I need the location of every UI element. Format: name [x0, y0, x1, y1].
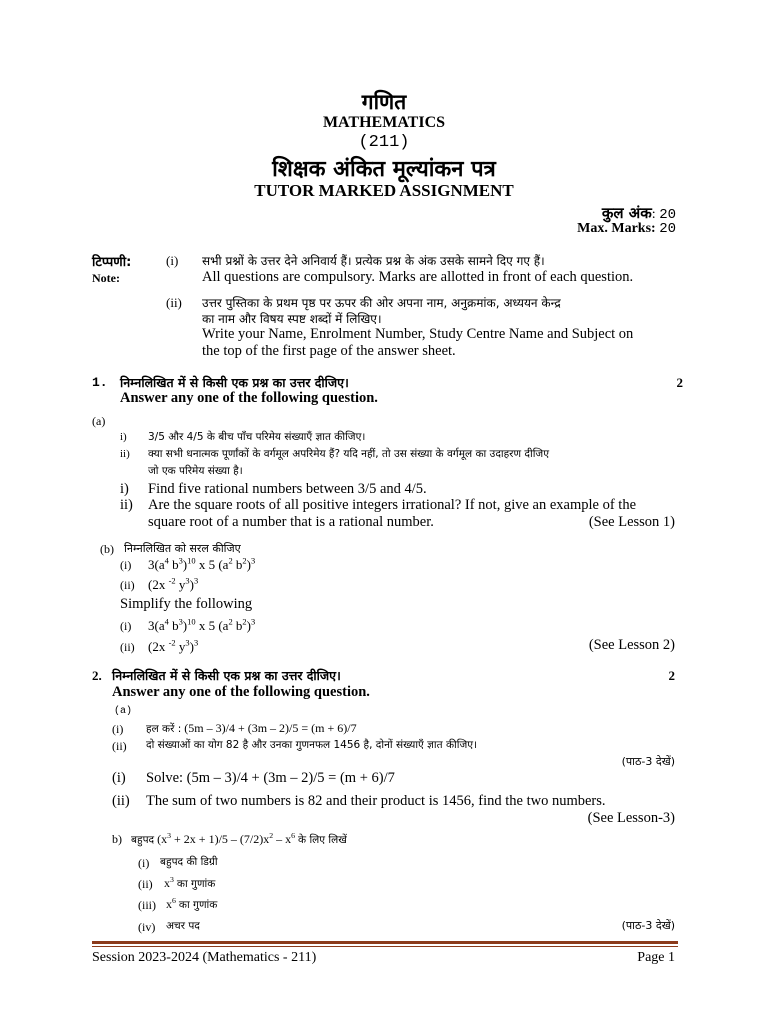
- q2-a-ii-english: The sum of two numbers is 82 and their product is 1456, find the two numbers.: [146, 793, 606, 809]
- q1-a-i-marker: i): [120, 431, 127, 443]
- note-i-hindi: सभी प्रश्नों के उत्तर देने अनिवार्य हैं। प्रत्येक प्रश्न के अंक उसके सामने दिए गए हैं।: [202, 254, 545, 268]
- note-ii-english-line1: Write your Name, Enrolment Number, Study Centre Name and Subject on: [202, 326, 634, 342]
- note-ii-english-line2: the top of the first page of the answer sheet.: [202, 343, 456, 359]
- max-marks-line: [577, 221, 676, 237]
- q2-a-ii-hindi: दो संख्याओं का योग 82 है और उनका गुणनफल 1456 है, दोनों संख्याएँ ज्ञात कीजिए।: [146, 739, 478, 751]
- q2-instruction-hindi: निम्नलिखित में से किसी एक प्रश्न का उत्तर दीजिए।: [112, 668, 341, 683]
- note-ii-hindi-line2: का नाम और विषय स्पष्ट शब्दों में लिखिए।: [202, 312, 382, 326]
- max-marks-label: Max. Marks:: [577, 221, 656, 236]
- q2-a-i-hindi-expression: (5m – 3)/4 + (3m – 2)/5 = (m + 6)/7: [184, 721, 357, 735]
- title-english: TUTOR MARKED ASSIGNMENT: [254, 181, 514, 200]
- q1-a-reference: (See Lesson 1): [588, 514, 675, 530]
- subject-code: (211): [358, 133, 410, 152]
- footer-page: Page 1: [637, 950, 675, 965]
- subject-hindi: गणित: [361, 90, 407, 114]
- q2-marks: 2: [668, 668, 675, 683]
- footer-rule-thick: [92, 941, 678, 944]
- q1-b-i-expression: $3(a^4$ $b^3)^{10}$ x 5 ($a^2$ $b^2)^3$: [148, 555, 256, 572]
- q2-b-polynomial: $(x^3 + 2x + 1)/5 - (7/2)x^2 - x^6$: [157, 831, 296, 846]
- q1-a-ii-english-line1: Are the square roots of all positive integers irrational? If not, give an example of the: [148, 497, 637, 513]
- title-hindi: शिक्षक अंकित मूल्यांकन पत्र: [272, 157, 496, 182]
- q2-instruction-english: Answer any one of the following question.: [112, 684, 370, 700]
- total-marks-value: 20: [659, 207, 676, 223]
- q1-b-hindi: निम्नलिखित को सरल कीजिए: [124, 542, 241, 555]
- q2-a-label: (a): [114, 706, 133, 717]
- q2-b-ii-text: $x^3$ का गुणांक: [164, 875, 216, 890]
- footer-rule-thin: [92, 946, 678, 947]
- q1-a-i-hindi: 3/5 और 4/5 के बीच पाँच परिमेय संख्याएँ ज्ञात कीजिए।: [148, 431, 366, 443]
- total-marks-label: कुल अंक: [601, 204, 652, 222]
- q2-a-i-english: Solve: (5m – 3)/4 + (3m – 2)/5 = (m + 6)/7: [146, 770, 395, 786]
- subject-english: MATHEMATICS: [322, 114, 446, 131]
- q2-a-i-marker: (i): [112, 722, 124, 736]
- q1-number: 1.: [92, 375, 108, 390]
- q2-a-reference-hindi: (पाठ-3 देखें): [621, 755, 675, 768]
- q2-a-i-hindi-line: [146, 721, 357, 736]
- q2-b-ii-marker: (ii): [138, 877, 153, 891]
- q1-b-ii-marker-en: (ii): [120, 640, 135, 654]
- note-ii-hindi-line1: उत्तर पुस्तिका के प्रथम पृष्ठ पर ऊपर की ओर अपना नाम, अनुक्रमांक, अध्ययन केन्द्र: [202, 296, 561, 310]
- q2-b-label: b): [112, 832, 122, 846]
- q1-a-label: (a): [92, 414, 106, 428]
- q2-b-line: [112, 832, 347, 847]
- q2-b-reference-hindi: (पाठ-3 देखें): [621, 919, 675, 932]
- q2-b-iii-suffix: का गुणांक: [178, 899, 218, 911]
- q1-b-english: Simplify the following: [120, 596, 253, 612]
- q2-b-iv-text: अचर पद: [166, 920, 200, 932]
- q2-a-i-marker-en: (i): [112, 770, 126, 786]
- q1-b-ii-expression: (2x $^{-2}$ $y^3)^3$: [148, 575, 199, 592]
- q1-instruction-hindi: निम्नलिखित में से किसी एक प्रश्न का उत्तर दीजिए।: [120, 375, 349, 390]
- q2-number: 2.: [92, 668, 102, 683]
- q1-b-label: (b): [100, 542, 114, 556]
- q1-a-ii-marker: ii): [120, 448, 130, 460]
- q2-b-hindi-suffix: के लिए लिखें: [298, 834, 347, 846]
- q1-a-i-english: Find five rational numbers between 3/5 and 4/5.: [148, 481, 427, 497]
- q1-a-ii-marker-en: ii): [120, 497, 133, 513]
- q2-b-ii-suffix: का गुणांक: [176, 878, 216, 890]
- q2-a-reference-english: (See Lesson-3): [587, 810, 675, 826]
- q2-b-iii-marker: (iii): [138, 898, 156, 912]
- q1-a-ii-english-line2: square root of a number that is a rational number.: [148, 514, 434, 530]
- q1-a-ii-hindi-line1: क्या सभी धनात्मक पूर्णांकों के वर्गमूल अपरिमेय हैं? यदि नहीं, तो उस संख्या के वर्गमूल का उदाहरण दीजिए: [148, 448, 550, 460]
- q1-b-ii-marker: (ii): [120, 578, 135, 592]
- q1-b-ii-expression-en: (2x $^{-2}$ $y^3)^3$: [148, 637, 199, 654]
- q2-a-i-hindi-prefix: हल करें :: [146, 723, 182, 735]
- q2-a-ii-marker-en: (ii): [112, 793, 130, 809]
- note-i-marker: (i): [166, 253, 179, 268]
- q2-b-iii-text: $x^6$ का गुणांक: [166, 896, 218, 911]
- q1-b-i-expression-en: $3(a^4$ $b^3)^{10}$ x 5 ($a^2$ $b^2)^3$: [148, 616, 256, 633]
- note-ii-marker: (ii): [166, 295, 182, 310]
- q1-a-i-marker-en: i): [120, 481, 129, 497]
- note-label-english: Note:: [92, 271, 120, 285]
- q2-a-ii-marker: (ii): [112, 739, 127, 753]
- max-marks-value: 20: [659, 221, 676, 237]
- note-label-hindi: टिप्पणी:: [92, 255, 132, 270]
- q2-b-iv-marker: (iv): [138, 920, 156, 934]
- q2-b-i-text: बहुपद की डिग्री: [160, 856, 218, 868]
- note-i-english: All questions are compulsory. Marks are allotted in front of each question.: [202, 269, 634, 285]
- q1-a-ii-hindi-line2: जो एक परिमेय संख्या है।: [148, 465, 243, 477]
- q1-b-i-marker: (i): [120, 558, 132, 572]
- q1-b-reference: (See Lesson 2): [588, 637, 675, 653]
- q1-marks: 2: [676, 375, 683, 390]
- q1-instruction-english: Answer any one of the following question.: [120, 390, 378, 406]
- footer-session: Session 2023-2024 (Mathematics - 211): [92, 950, 317, 965]
- q2-b-i-marker: (i): [138, 856, 150, 870]
- q2-b-hindi-prefix: बहुपद: [131, 834, 155, 846]
- q1-b-i-marker-en: (i): [120, 619, 132, 633]
- total-marks-line: कुल अंक: 20: [601, 204, 676, 223]
